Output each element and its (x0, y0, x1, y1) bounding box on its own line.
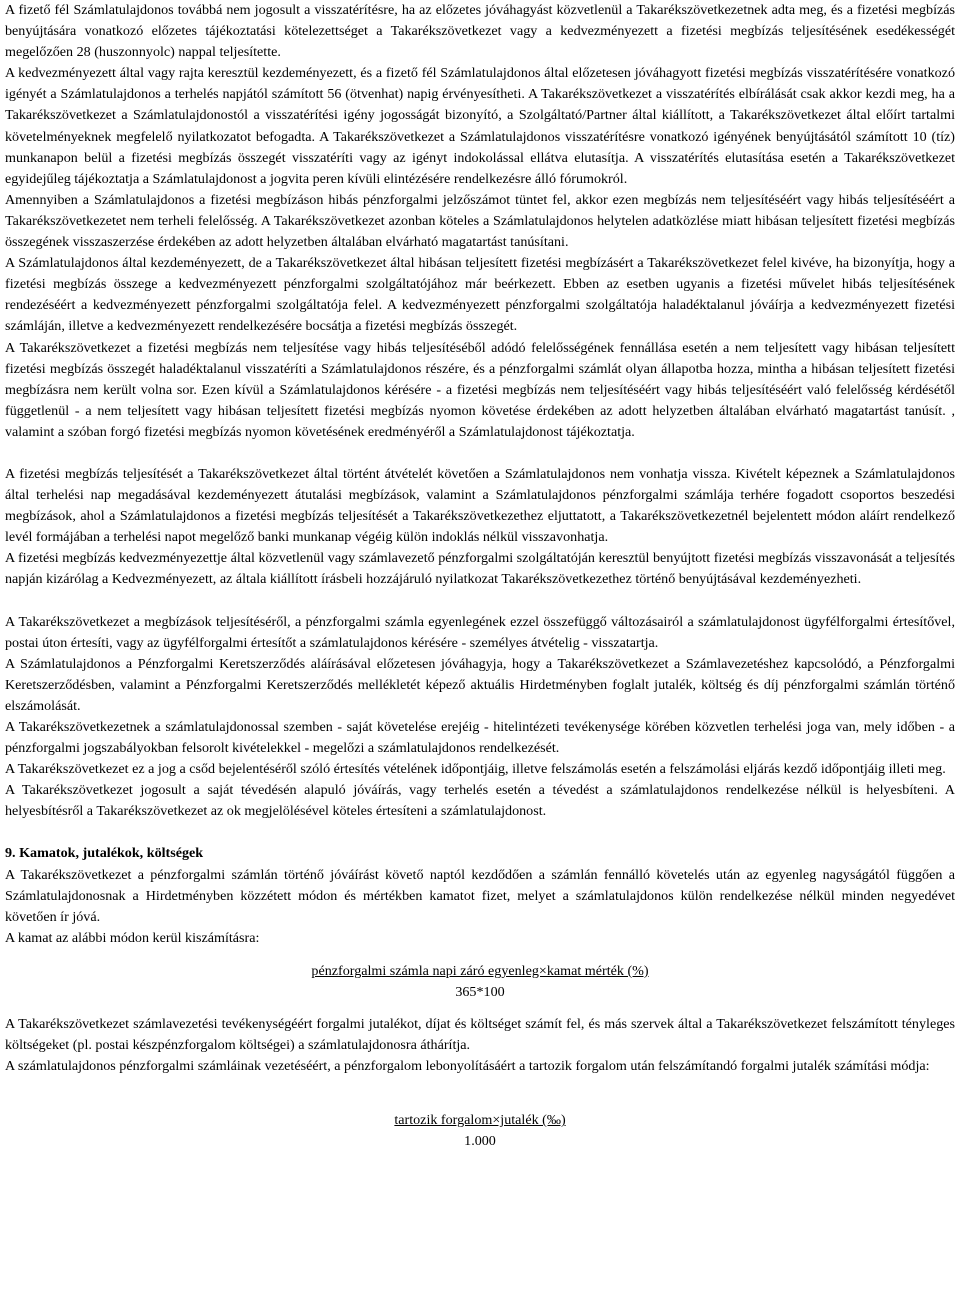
paragraph-group-fees (5, 1014, 955, 1077)
paragraph-group-refund-rules (5, 0, 955, 443)
paragraph-spacer (5, 443, 955, 464)
paragraph: A Takarékszövetkezet számlavezetési tevékenységéért forgalmi jutalékot, díjat és költséget számít fel, és más szervek által a Takarékszövetkezet felszámított tényleges költségeket (pl. postai készpénzforgalom költségei) a számlatulajdonosra áthárítja. (5, 1015, 955, 1054)
paragraph: Amennyiben a Számlatulajdonos a fizetési megbízáson hibás pénzforgalmi jelzőszámot tüntet fel, akkor ezen megbízás nem teljesítéséért vagy hibás teljesítéséért a Takarékszövetkezetet nem terheli felelősség. A Takarékszövetkezet azonban köteles a Számlatulajdonos helytelen adatközlése miatt hibásan teljesített fizetési megbízás összegének visszaszerzése érdekében az adott helyzetben általában elvárható magatartást tanúsítani. (5, 191, 955, 251)
paragraph-spacer (5, 591, 955, 612)
paragraph: A Számlatulajdonos a Pénzforgalmi Keretszerződés aláírásával előzetesen jóváhagyja, hogy a Takarékszövetkezet a Számlavezetéshez kapcsolódó, a Pénzforgalmi Keretszerződésben, valamint a Pénzforgalmi Keretszerződés mellékletét képező aktuális Hirdetményben foglalt jutalék, költség és díj pénzforgalmi számlán történő elszámolását. (5, 655, 955, 714)
paragraph: A Takarékszövetkezet a megbízások teljesítéséről, a pénzforgalmi számla egyenlegének ezzel összefüggő változásairól a számlatulajdonost ügyfélforgalmi értesítővel, postai úton értesíti, vagy az ügyfélforgalmi értesítőt a számlatulajdonos kérésére - személyes átvételig - visszatartja. (5, 613, 955, 651)
formula-denominator: 1.000 (464, 1133, 496, 1150)
paragraph: A Takarékszövetkezet a pénzforgalmi számlán történő jóváírást követő naptól kezdődően a számlán fennálló követelés után az egyenleg nagyságától függően a Számlatulajdonosnak a Hirdetményben közzétett módon és mértékben kamatot fizet, melyet a számlatulajdonos külön rendelkezése nélkül minden negyedévet követően ír jóvá. (5, 866, 955, 925)
paragraph: A fizető fél Számlatulajdonos továbbá nem jogosult a visszatérítésre, ha az előzetes jóváhagyást közvetlenül a Takarékszövetkezetnek adta meg, és a fizetési megbízás benyújtására vonatkozó előzetes tájékoztatási kötelezettséget a Takarékszövetkezet vagy a kedvezményezett a fizetési megbízás teljesítésének esedékességét megelőzően 28 (huszonnyolc) nappal teljesítette. (5, 2, 955, 61)
paragraph-group-interest (5, 865, 955, 949)
formula-denominator: 365*100 (455, 983, 505, 1000)
paragraph: A Takarékszövetkezet a fizetési megbízás nem teljesítése vagy hibás teljesítéséből adódó felelősségének fennállása esetén a nem teljesített vagy hibásan teljesített fizetési megbízás összegét haladéktalanul visszatéríti a Számlatulajdonos részére, és a pénzforgalmi számlát olyan állapotba hozza, mintha a hibásan teljesített fizetési megbízásra nem került volna sor. Ezen kívül a Számlatulajdonos kérésére - a fizetési megbízás nem teljesítéséért vagy hibás teljesítéséért való felelősség kérdésétől függetlenül - a nem teljesített vagy hibásan teljesített fizetési megbízás nyomon követése érdekében az adott helyzetben általában elvárható magatartást tanúsít. , valamint a szóban forgó fizetési megbízás nyomon követésének eredményéről a Számlatulajdonost tájékoztatja. (5, 339, 955, 440)
paragraph-spacer (5, 822, 955, 843)
paragraph: A számlatulajdonos pénzforgalmi számláinak vezetéséért, a pénzforgalom lebonyolításáért a tartozik forgalom után felszámítandó forgalmi jutalék számítási módja: (5, 1058, 930, 1075)
paragraph: A kamat az alábbi módon kerül kiszámításra: (5, 929, 260, 946)
formula-numerator: tartozik forgalom×jutalék (‰) (394, 1112, 566, 1129)
commission-formula (5, 1110, 955, 1152)
paragraph: A Számlatulajdonos által kezdeményezett, de a Takarékszövetkezet által hibásan teljesített fizetési megbízásért a Takarékszövetkezet felel kivéve, ha bizonyítja, hogy a fizetési megbízás összege a kedvezményezett pénzforgalmi szolgáltatójához már beérkezett. Ebben az esetben ugyanis a fizetési művelet hibás teljesítésének rendezéséért a kedvezményezett pénzforgalmi szolgáltatója felel. A kedvezményezett pénzforgalmi szolgáltatója haladéktalanul jóváírja a kedvezményezett fizetési számláján, illetve a kedvezményezett rendelkezésére bocsátja a fizetési megbízás összegét. (5, 255, 955, 335)
interest-formula (5, 961, 955, 1003)
paragraph-group-revocation (5, 464, 955, 591)
paragraph: A fizetési megbízás teljesítését a Takarékszövetkezet által történt átvételét követően a Számlatulajdonos nem vonhatja vissza. Kivételt képeznek a Számlatulajdonos által terhelési nap megadásával kezdeményezett átutalási megbízások, valamint a Számlatulajdonos pénzforgalmi számlája terhére fogadott csoportos beszedési megbízások, ahol a Számlatulajdonos a fizetési megbízás teljesítését a Takarékszövetkezethez eljuttatott, a Takarékszövetkezetnél bejelentett módon aláírt rendelkező levél formájában a terhelési napot megelőző banki munkanap végéig külön indoklás nélkül visszavonhatja. (5, 465, 955, 546)
paragraph: A kedvezményezett által vagy rajta keresztül kezdeményezett, és a fizető fél Számlatulajdonos által előzetesen jóváhagyott fizetési megbízás visszatérítésére vonatkozó igényét a Számlatulajdonos a terhelés napjától számított 56 (ötvenhat) napig érvényesítheti. A Takarékszövetkezet a visszatérítés elbírálását csak akkor kezdi meg, ha a Takarékszövetkezet a Számlatulajdonostól a visszatérítési igény jogosságát bizonyító, a Szolgáltató/Partner által kiállított, a Takarékszövetkezet által előírt tartalmi követelményeknek megfelelő nyilatkozatot befogadta. A Takarékszövetkezet a Számlatulajdonos visszatérítésre vonatkozó igényének benyújtásától számított 10 (tíz) munkanapon belül a fizetési megbízás összegét visszatéríti vagy az igényt indokolással ellátva elutasítja. A visszatérítés elutasítása esetén a Takarékszövetkezet egyidejűleg tájékoztatja a Számlatulajdonost a jogvita peren kívüli elintézésére rendelkezésre álló fórumokról. (5, 65, 955, 187)
paragraph-group-notifications (5, 612, 955, 823)
section-heading: 9. Kamatok, jutalékok, költségek (5, 845, 204, 862)
paragraph: A Takarékszövetkezetnek a számlatulajdonossal szemben - saját követelése erejéig - hitelintézeti tevékenysége körében közvetlen terhelési joga van, mely időben - a pénzforgalmi jogszabályokban felsorolt kivételekkel - megelőzi a számlatulajdonos rendelkezését. (5, 719, 955, 757)
paragraph: A Takarékszövetkezet jogosult a saját tévedésén alapuló jóváírás, vagy terhelés esetén a tévedést a számlatulajdonos rendelkezése nélkül is helyesbíteni. A helyesbítésről a Takarékszövetkezet az ok megjelölésével köteles értesíteni a számlatulajdonost. (5, 782, 955, 820)
paragraph: A fizetési megbízás kedvezményezettje által közvetlenül vagy számlavezető pénzforgalmi szolgáltatóján keresztül benyújtott fizetési megbízás visszavonását a teljesítés napján kizárólag a Kedvezményezett, az általa kiállított írásbeli hozzájáruló nyilatkozat Takarékszövetkezethez történő benyújtásával kezdeményezheti. (5, 550, 955, 588)
formula-numerator: pénzforgalmi számla napi záró egyenleg×kamat mérték (%) (311, 962, 649, 979)
paragraph: A Takarékszövetkezet ez a jog a csőd bejelentéséről szóló értesítés vételének időpontjáig, illetve felszámolás esetén a felszámolási eljárás kezdő időpontjáig illeti meg. (5, 761, 946, 778)
